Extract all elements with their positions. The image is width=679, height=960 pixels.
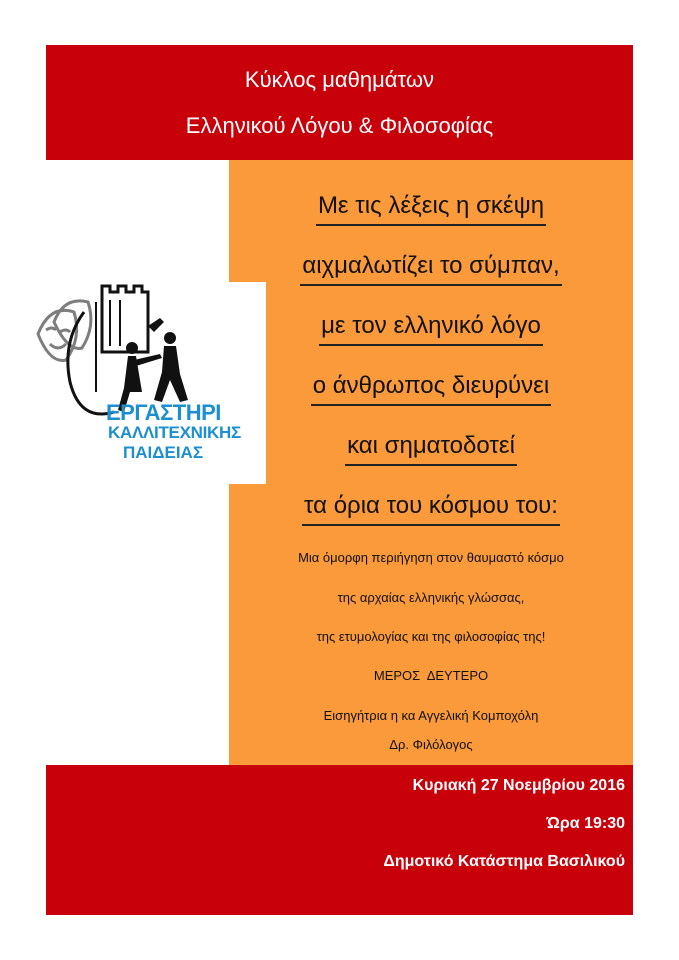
description-line: της αρχαίας ελληνικής γλώσσας, (337, 590, 525, 605)
header-band (46, 45, 633, 160)
event-info-band (46, 765, 633, 915)
quote-line: ο άνθρωπος διευρύνει (229, 372, 633, 406)
description-line: Μια όμορφη περιήγηση στον θαυμαστό κόσμο (298, 550, 564, 565)
header-title-line1: Κύκλος μαθημάτων (244, 66, 435, 92)
quote-line: αιχμαλωτίζει το σύμπαν, (229, 252, 633, 286)
event-venue: Δημοτικό Κατάστημα Βασιλικού (383, 853, 625, 870)
part-label: ΜΕΡΟΣ ΔΕΥΤΕΡΟ (373, 668, 489, 683)
description-line: της ετυμολογίας και της φιλοσοφίας της! (316, 629, 546, 644)
quote-line: Με τις λέξεις η σκέψη (229, 192, 633, 226)
quote-line: και σηματοδοτεί (229, 432, 633, 466)
event-date: Κυριακή 27 Νοεμβρίου 2016 (412, 777, 625, 794)
event-time: Ώρα 19:30 (546, 815, 625, 832)
logo-text-line1: ΕΡΓΑΣΤΗΡΙ (106, 400, 221, 425)
logo-text-line2: ΚΑΛΛΙΤΕΧΝΙΚΗΣ (108, 423, 241, 442)
quote-line: τα όρια του κόσμου του: (229, 492, 633, 526)
quote-line: με τον ελληνικό λόγο (229, 312, 633, 346)
logo-text-line3: ΠΑΙΔΕΙΑΣ (123, 443, 204, 462)
speaker-name: Εισηγήτρια η κα Αγγελική Κομποχόλη (323, 708, 539, 723)
header-title-line2: Ελληνικού Λόγου & Φιλοσοφίας (185, 112, 494, 138)
speaker-title: Δρ. Φιλόλογος (389, 737, 473, 752)
